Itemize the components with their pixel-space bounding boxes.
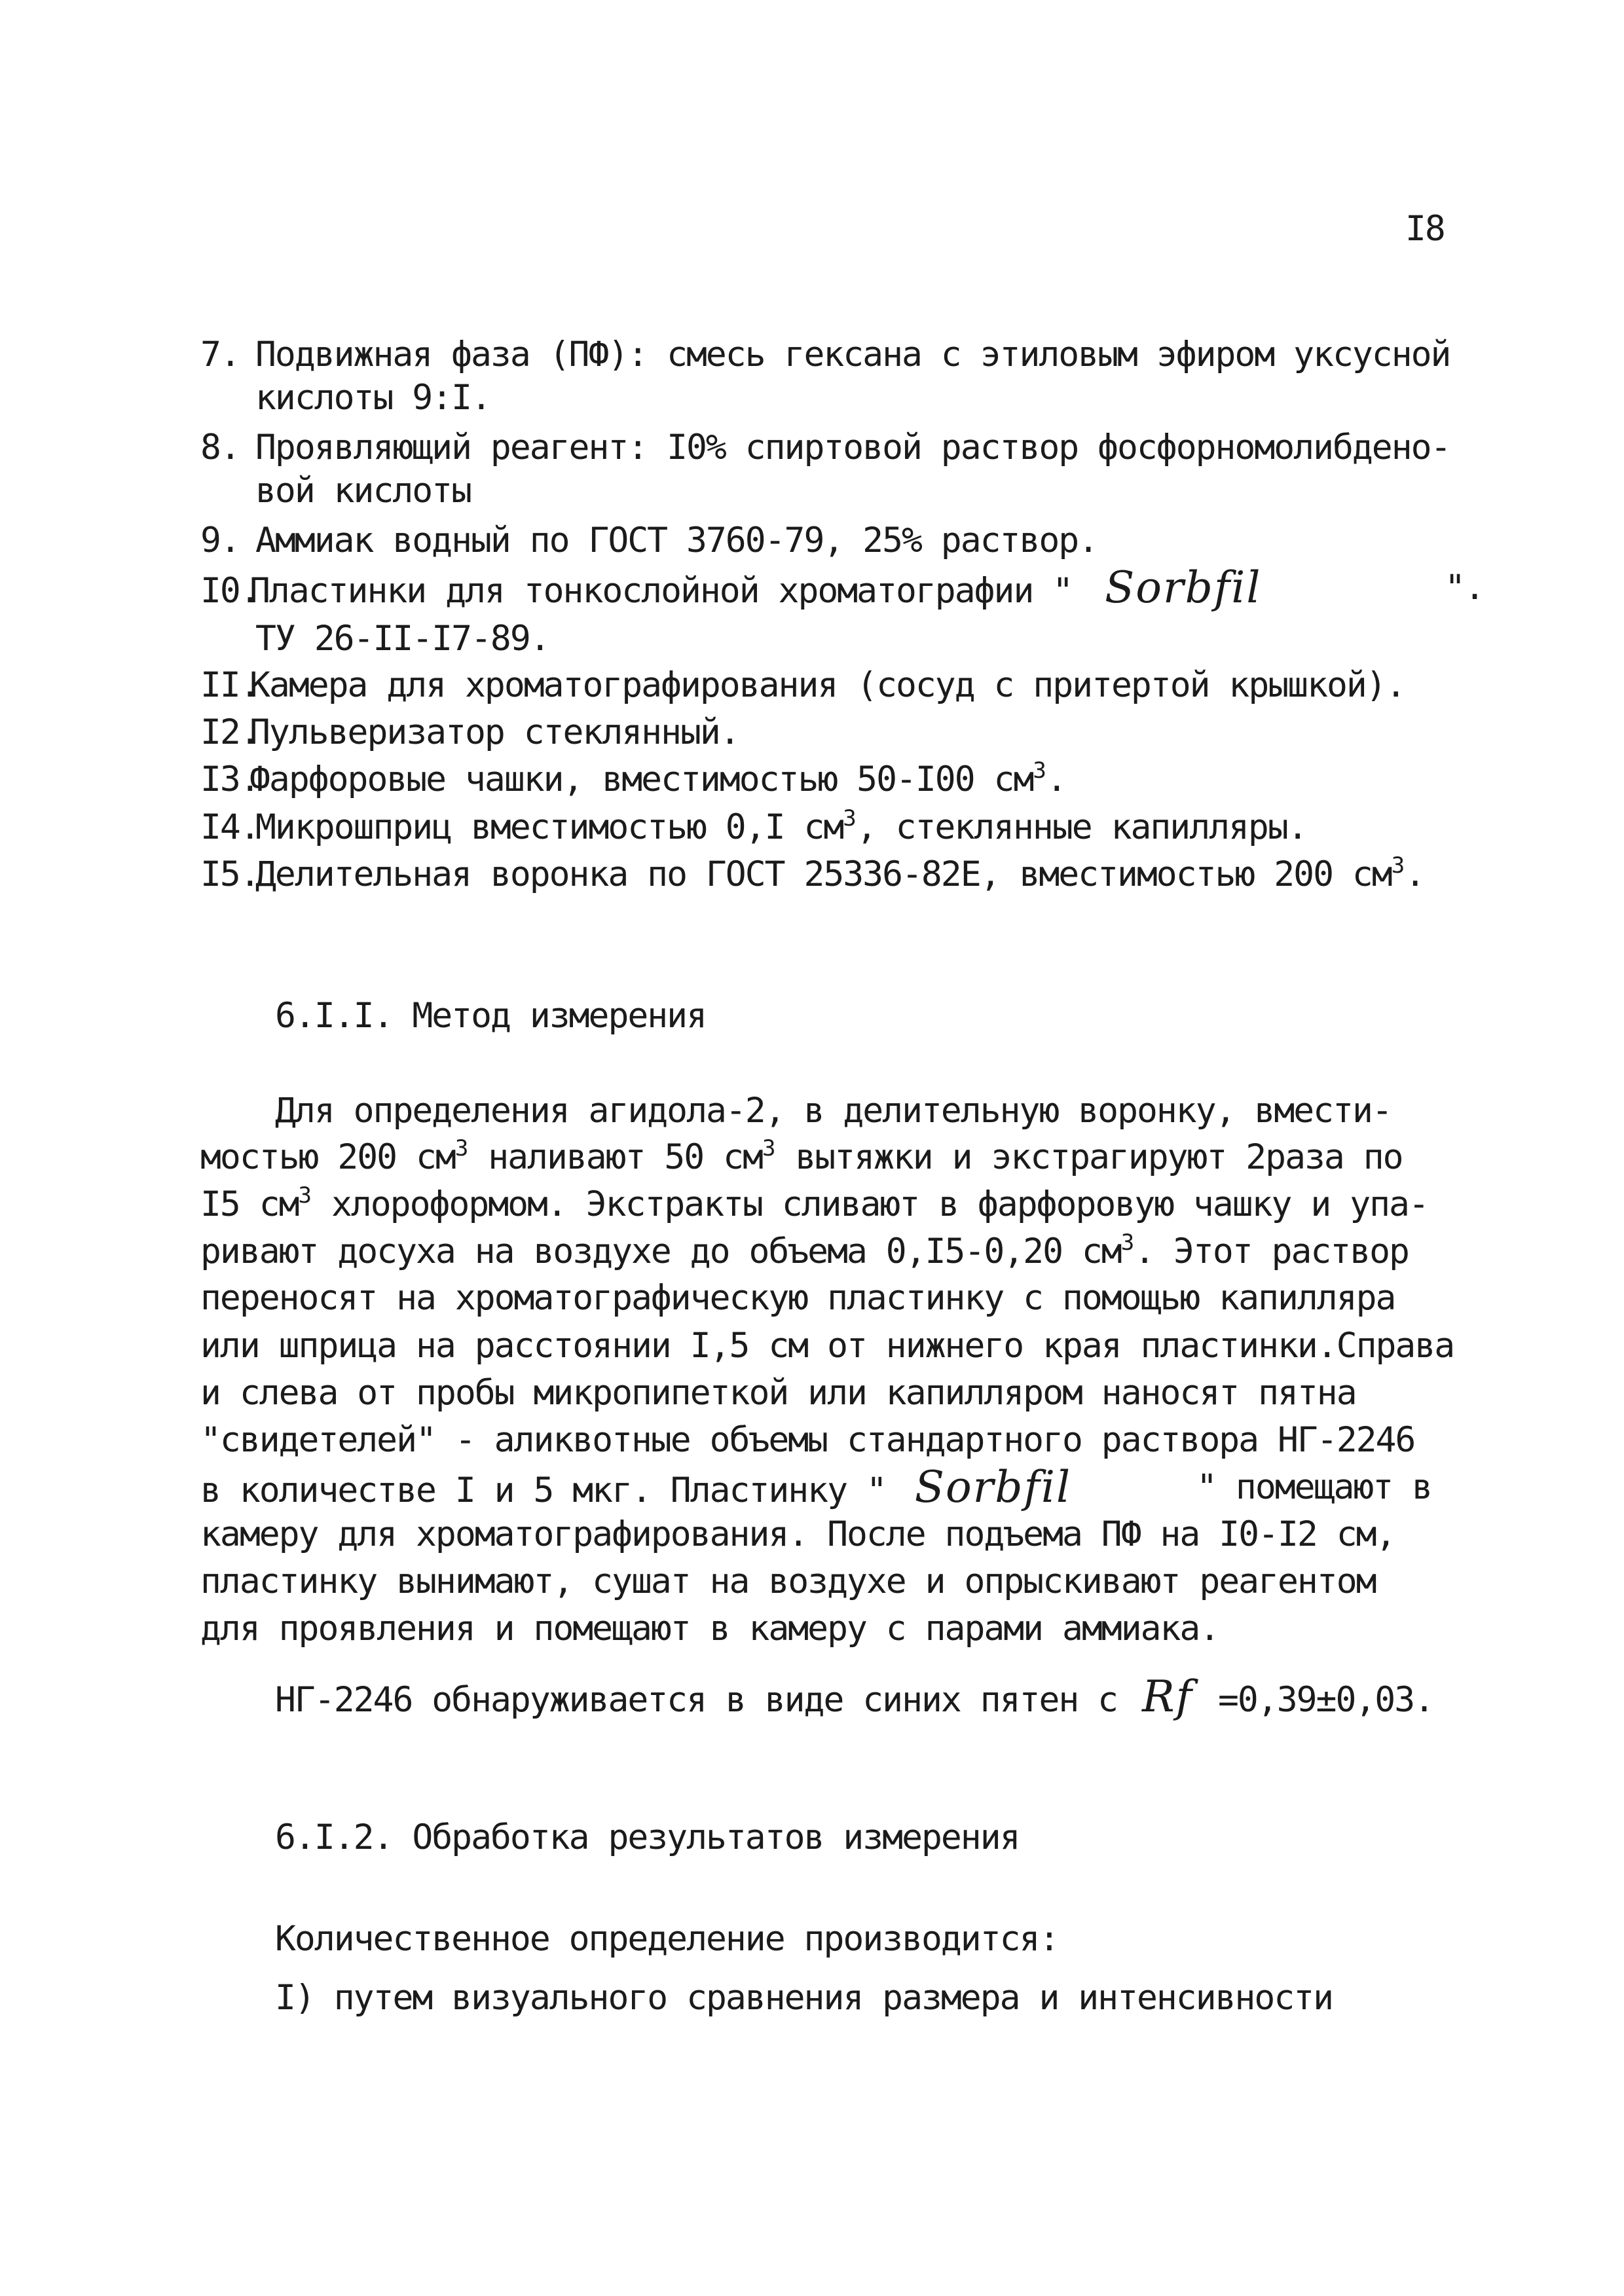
paragraph-line-9	[200, 1462, 1431, 1512]
list-item-number: I5.	[200, 854, 259, 894]
paragraph-line-8: "свидетелей" - аликвотные объемы стандартного раствора НГ-2246	[200, 1420, 1415, 1460]
page-number: I8	[1405, 209, 1445, 249]
text: =0,39±0,03.	[1198, 1680, 1434, 1720]
list-item-method-1: I) путем визуального сравнения размера и интенсивности	[275, 1978, 1333, 2018]
list-item-number: 8.	[200, 428, 240, 467]
list-item-number: I3.	[200, 759, 259, 799]
text: хлороформом. Экстракты сливают в фарфоровую чашку и упа-	[312, 1184, 1428, 1224]
list-item-text: Микрошприц вместимостью 0,I см	[255, 807, 843, 847]
list-item-text: Проявляющий реагент: I0% спиртовой раствор фосфорномолибдено-	[255, 428, 1450, 467]
text: вытяжки и экстрагируют 2раза по	[775, 1137, 1403, 1177]
paragraph-line-7: и слева от пробы микропипеткой или капилляром наносят пятна	[200, 1373, 1356, 1413]
superscript: 3	[843, 805, 857, 831]
superscript: 3	[1391, 852, 1405, 879]
text: НГ-2246 обнаруживается в виде синих пятен с	[275, 1680, 1137, 1720]
list-item-14	[200, 807, 1307, 848]
superscript: 3	[298, 1182, 312, 1209]
list-item-number: I4.	[200, 807, 259, 847]
text: наливают 50 см	[468, 1137, 762, 1177]
rf-symbol: Rf	[1141, 1671, 1194, 1722]
text: в количестве I и 5 мкг. Пластинку "	[200, 1470, 886, 1510]
superscript: 3	[762, 1135, 776, 1161]
list-item-number: 7.	[200, 335, 240, 374]
list-item-number: I0.	[200, 571, 259, 611]
list-item-end: , стеклянные капилляры.	[856, 807, 1307, 847]
paragraph-rf-line	[275, 1671, 1434, 1722]
list-item-10	[200, 562, 1484, 613]
list-item-text: Подвижная фаза (ПФ): смесь гексана с этиловым эфиром уксусной	[255, 335, 1450, 374]
list-item-number: I2.	[200, 712, 259, 752]
list-item-number: 9.	[200, 520, 240, 560]
list-item-13	[200, 759, 1066, 801]
handwritten-product-name: Sorbfil	[914, 1462, 1072, 1512]
section-heading-6-1-1: 6.I.I. Метод измерения	[275, 996, 706, 1036]
paragraph-line-12: для проявления и помещают в камеру с парами аммиака.	[200, 1609, 1219, 1649]
section-heading-6-1-2: 6.I.2. Обработка результатов измерения	[275, 1817, 1020, 1857]
text: I5 см	[200, 1184, 299, 1224]
list-item-8	[200, 427, 1450, 469]
list-item-7	[200, 334, 1450, 376]
list-item-text: Камера для хроматографирования (сосуд с притертой крышкой).	[249, 665, 1405, 705]
list-item-text: Делительная воронка по ГОСТ 25336-82Е, вместимостью 200 см	[255, 854, 1392, 894]
superscript: 3	[1033, 757, 1046, 784]
list-item-9	[200, 520, 1098, 562]
paragraph-intro: Количественное определение производится:	[275, 1919, 1059, 1959]
list-item-15	[200, 854, 1424, 896]
text: мостью 200 см	[200, 1137, 455, 1177]
text: . Этот раствор	[1134, 1231, 1409, 1271]
list-item-text: Пластинки для тонкослойной хроматографии "	[249, 571, 1073, 611]
list-item-10-continuation: ТУ 26-II-I7-89.	[255, 619, 549, 659]
list-item-text: Аммиак водный по ГОСТ 3760-79, 25% раствор.	[255, 520, 1098, 560]
text: ривают досуха на воздухе до объема 0,I5-0,20 см	[200, 1231, 1121, 1271]
superscript: 3	[454, 1135, 469, 1161]
text: " помещают в	[1196, 1467, 1431, 1507]
list-item-7-continuation: кислоты 9:I.	[255, 378, 490, 418]
list-item-text: Фарфоровые чашки, вместимостью 50-I00 см	[249, 759, 1033, 799]
paragraph-line-6: или шприца на расстоянии I,5 см от нижнего края пластинки.Справа	[200, 1326, 1454, 1366]
handwritten-product-name: Sorbfil	[1105, 562, 1262, 613]
paragraph-line-3	[200, 1184, 1428, 1226]
paragraph-line-1: Для определения агидола-2, в делительную воронку, вмести-	[275, 1091, 1392, 1131]
superscript: 3	[1120, 1230, 1135, 1256]
paragraph-line-4	[200, 1231, 1409, 1273]
paragraph-line-2	[200, 1137, 1403, 1178]
list-item-11	[200, 665, 1405, 706]
list-item-8-continuation: вой кислоты	[255, 471, 471, 511]
list-item-end: .	[1405, 854, 1425, 894]
list-item-text: Пульверизатор стеклянный.	[249, 712, 739, 752]
list-item-number: II.	[200, 665, 259, 705]
paragraph-line-10: камеру для хроматографирования. После подъема ПФ на I0-I2 см,	[200, 1514, 1395, 1554]
list-item-12	[200, 712, 739, 754]
paragraph-line-5: переносят на хроматографическую пластинку с помощью капилляра	[200, 1278, 1395, 1318]
list-item-end: ".	[1445, 568, 1484, 608]
paragraph-line-11: пластинку вынимают, сушат на воздухе и опрыскивают реагентом	[200, 1561, 1376, 1601]
list-item-end: .	[1046, 759, 1066, 799]
